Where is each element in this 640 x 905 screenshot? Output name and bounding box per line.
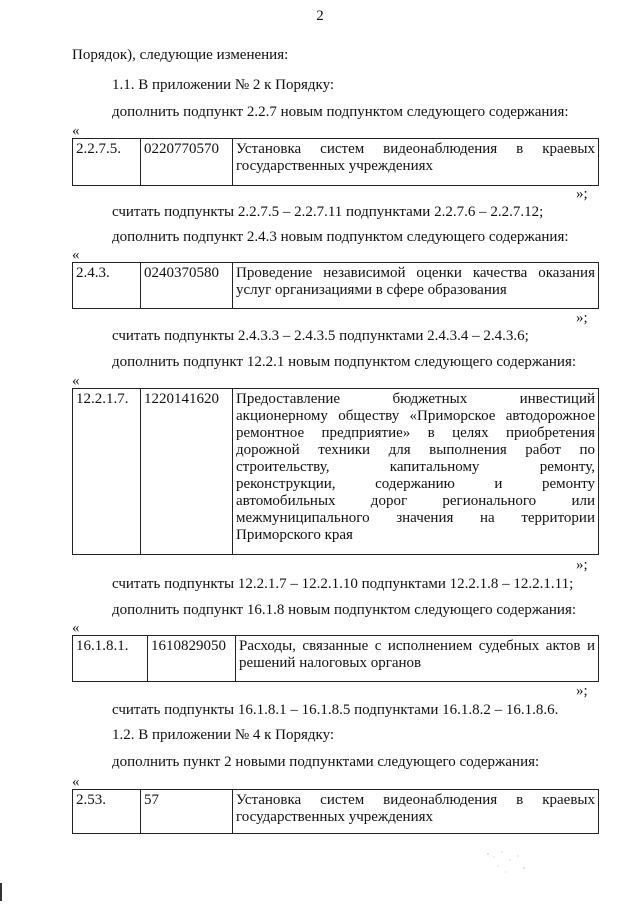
item-description: Расходы, связанные с исполнением судебных актов и решений налоговых органов xyxy=(236,636,599,682)
renumber-text-3: считать подпункты 12.2.1.7 – 12.2.1.10 подпунктами 12.2.1.8 – 12.2.1.11; xyxy=(112,576,574,592)
scan-edge-mark xyxy=(0,883,2,901)
item-code: 0220770570 xyxy=(141,139,233,186)
item-number: 2.4.3. xyxy=(73,263,141,309)
close-quote: »; xyxy=(576,310,588,326)
open-quote: « xyxy=(72,774,80,790)
item-code: 1610829050 xyxy=(148,636,236,682)
scan-specks xyxy=(480,848,540,878)
item-description: Установка систем видеонаблюдения в краевых государственных учреждениях xyxy=(233,790,599,834)
open-quote: « xyxy=(72,373,80,389)
item-number: 2.53. xyxy=(73,790,141,834)
item-code: 1220141620 xyxy=(141,389,233,555)
item-number: 16.1.8.1. xyxy=(73,636,148,682)
item-table-2-4-3 xyxy=(72,262,599,309)
item-number: 12.2.1.7. xyxy=(73,389,141,555)
item-table-12-2-1-7 xyxy=(72,388,599,555)
renumber-text-1: считать подпункты 2.2.7.5 – 2.2.7.11 подпунктами 2.2.7.6 – 2.2.7.12; xyxy=(112,204,544,220)
item-description: Предоставление бюджетных инвестиций акционерному обществу «Приморское автодорожное ремонтное предприятие» в целях приобретения дорожной техники для выполнения работ по строительству, капитальному ремонту, реконструкции, содержанию и ремонту автомобильных дорог регионального или межмуниципального значения на территории Приморского края xyxy=(233,389,599,555)
section-1-2: 1.2. В приложении № 4 к Порядку: xyxy=(112,727,335,743)
add-subitem-2-4-3: дополнить подпункт 2.4.3 новым подпунктом следующего содержания: xyxy=(112,229,569,245)
section-1-1: 1.1. В приложении № 2 к Порядку: xyxy=(112,77,335,93)
close-quote: »; xyxy=(576,557,588,573)
item-code: 57 xyxy=(141,790,233,834)
renumber-text-2: считать подпункты 2.4.3.3 – 2.4.3.5 подпунктами 2.4.3.4 – 2.4.3.6; xyxy=(112,328,529,344)
item-table-2-2-7-5 xyxy=(72,138,599,186)
open-quote: « xyxy=(72,123,80,139)
item-number: 2.2.7.5. xyxy=(73,139,141,186)
item-code: 0240370580 xyxy=(141,263,233,309)
close-quote: »; xyxy=(576,186,588,202)
add-subitem-12-2-1: дополнить подпункт 12.2.1 новым подпунктом следующего содержания: xyxy=(112,354,577,370)
item-table-16-1-8-1 xyxy=(72,635,599,682)
item-description: Проведение независимой оценки качества оказания услуг организациями в сфере образования xyxy=(233,263,599,309)
open-quote: « xyxy=(72,247,80,263)
add-subitem-16-1-8: дополнить подпункт 16.1.8 новым подпунктом следующего содержания: xyxy=(112,602,577,618)
item-description: Установка систем видеонаблюдения в краевых государственных учреждениях xyxy=(233,139,599,186)
close-quote: »; xyxy=(576,683,588,699)
intro-text: Порядок), следующие изменения: xyxy=(72,47,289,63)
item-table-2-53 xyxy=(72,789,599,834)
open-quote: « xyxy=(72,620,80,636)
add-item-2: дополнить пункт 2 новыми подпунктами следующего содержания: xyxy=(112,754,540,770)
add-subitem-2-2-7: дополнить подпункт 2.2.7 новым подпунктом следующего содержания: xyxy=(112,104,569,120)
renumber-text-4: считать подпункты 16.1.8.1 – 16.1.8.5 подпунктами 16.1.8.2 – 16.1.8.6. xyxy=(112,702,559,718)
page-number: 2 xyxy=(316,8,324,24)
